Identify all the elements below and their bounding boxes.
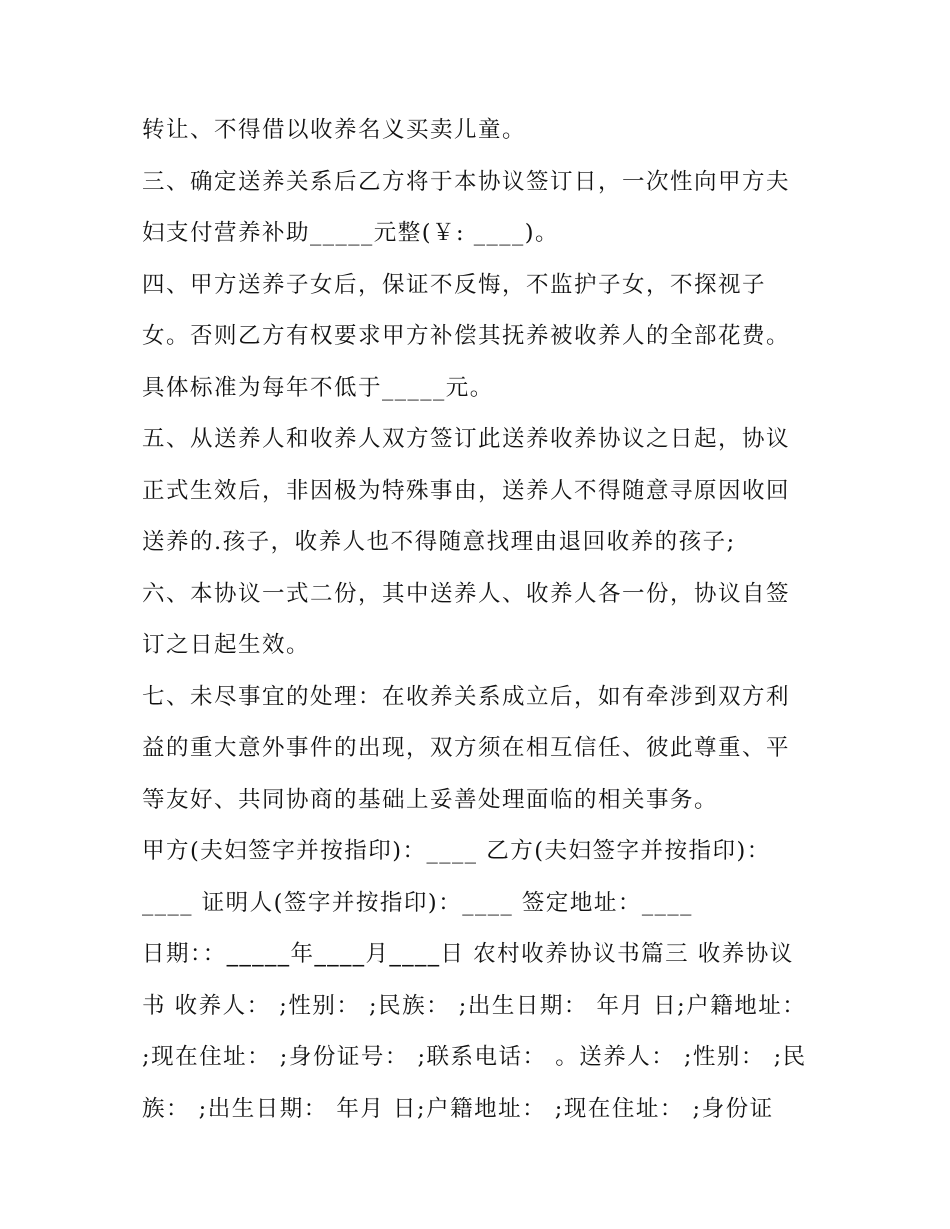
text-line: 订之日起生效。	[142, 632, 311, 658]
text-line: ____ 证明人(签字并按指印)：____ 签定地址：____	[142, 889, 693, 916]
text-line: 五、从送养人和收养人双方签订此送养收养协议之日起，协议	[142, 426, 791, 452]
text-line: 正式生效后，非因极为特殊事由，送养人不得随意寻原因收回	[142, 477, 791, 504]
text-line: 转让、不得借以收养名义买卖儿童。	[142, 117, 527, 143]
text-line: 送养的.孩子，收养人也不得随意找理由退回收养的孩子;	[142, 529, 736, 555]
document-page	[142, 110, 822, 1140]
text-line: 益的重大意外事件的出现，双方须在相互信任、彼此尊重、平	[142, 735, 791, 761]
text-line: 等友好、共同协商的基础上妥善处理面临的相关事务。	[142, 786, 719, 813]
text-line: 日期：：_____年____月____日 农村收养协议书篇三 收养协议	[142, 941, 794, 967]
text-line: 书 收养人： ;性别： ;民族： ;出生日期： 年月 日;户籍地址：	[142, 992, 807, 1019]
text-line: 四、甲方送养子女后，保证不反悔，不监护子女，不探视子	[142, 271, 767, 298]
text-line: 具体标准为每年不低于_____元。	[142, 374, 494, 401]
text-line: 妇支付营养补助_____元整(￥: ____)。	[142, 220, 560, 246]
text-line: 六、本协议一式二份，其中送养人、收养人各一份，协议自签	[142, 580, 791, 607]
text-line: ;现在住址： ;身份证号： ;联系电话： 。送养人： ;性别： ;民	[142, 1044, 807, 1070]
text-line: 七、未尽事宜的处理：在收养关系成立后，如有牵涉到双方利	[142, 683, 791, 710]
text-line: 女。否则乙方有权要求甲方补偿其抚养被收养人的全部花费。	[142, 323, 791, 349]
text-line: 甲方(夫妇签字并按指印)：____ 乙方(夫妇签字并按指印)：	[142, 838, 771, 864]
text-line: 族： ;出生日期： 年月 日;户籍地址： ;现在住址： ;身份证	[142, 1095, 774, 1122]
text-line: 三、确定送养关系后乙方将于本协议签订日，一次性向甲方夫	[142, 168, 791, 195]
